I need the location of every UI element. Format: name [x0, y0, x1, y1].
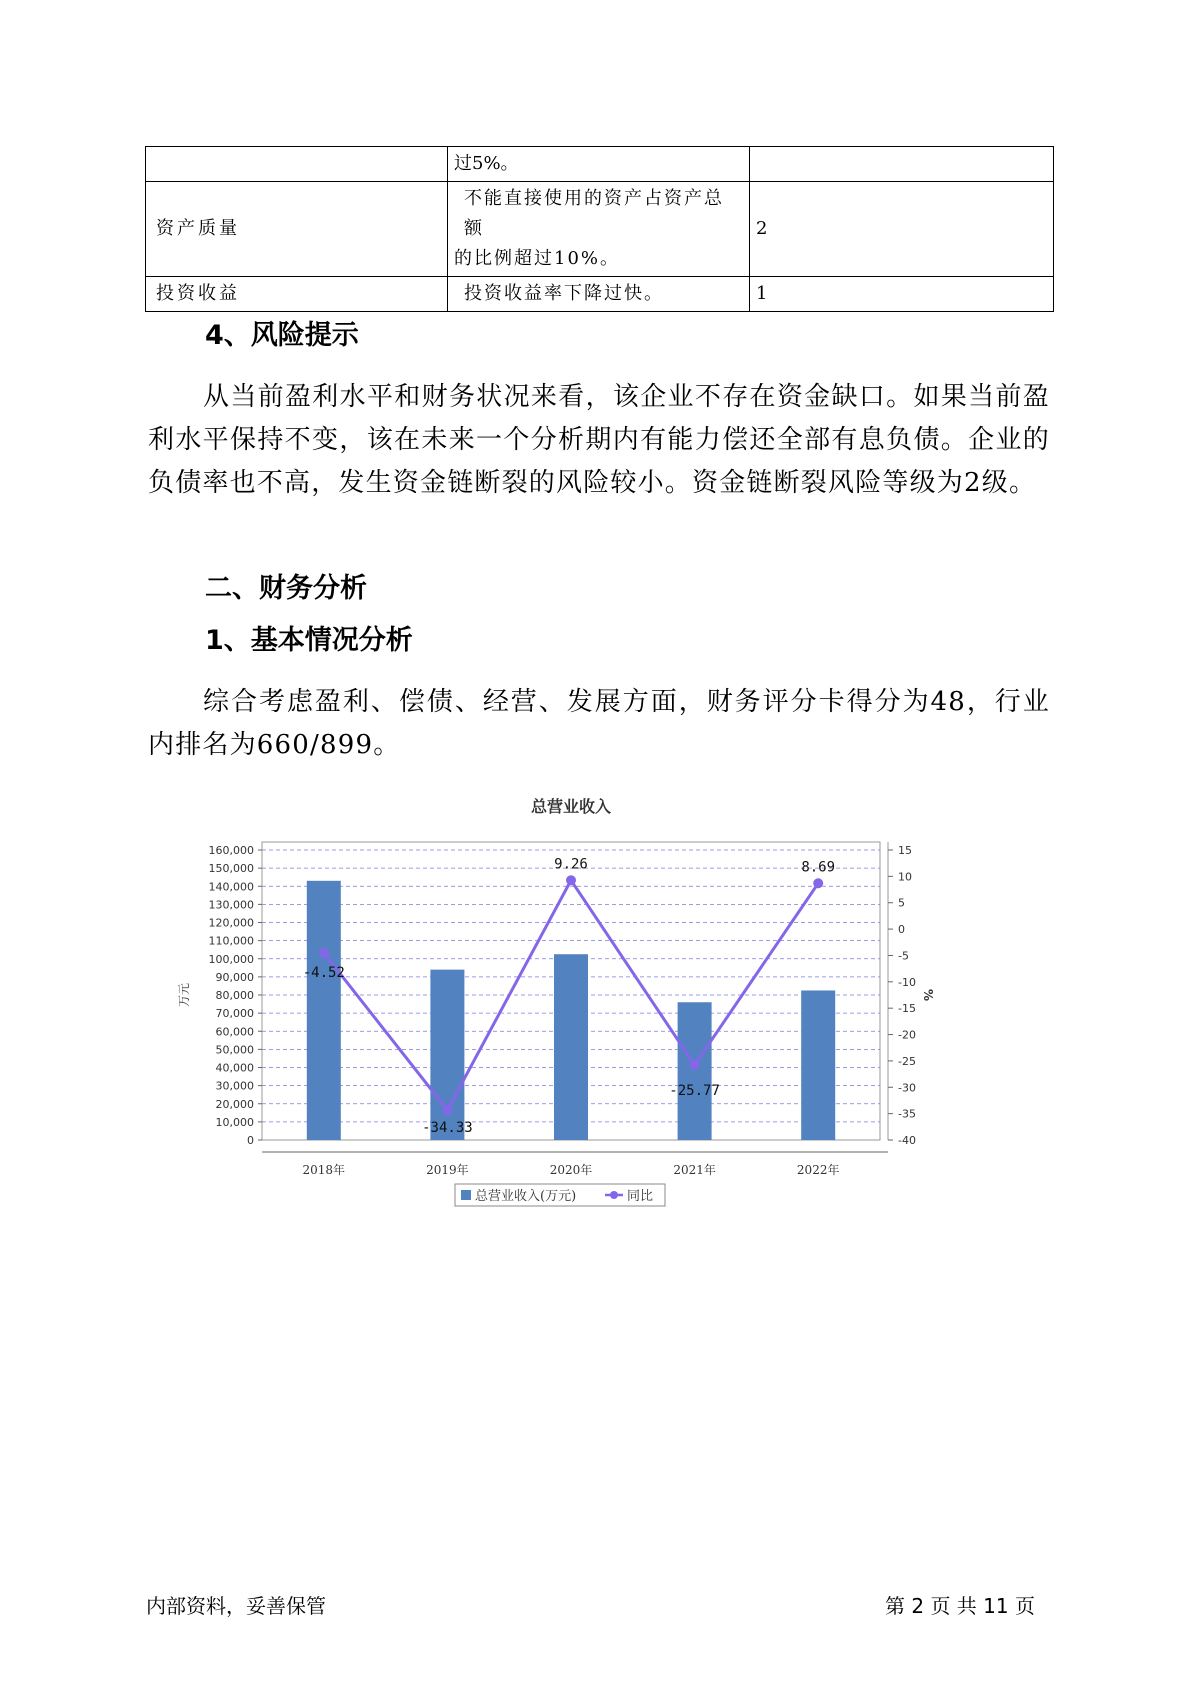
y-right-tick-label: -30 — [898, 1081, 916, 1095]
chart-title: 总营业收入 — [530, 797, 612, 816]
table-row — [146, 277, 1054, 312]
y-left-tick-label: 30,000 — [215, 1079, 254, 1093]
y-left-tick-label: 60,000 — [215, 1025, 254, 1039]
y-left-axis-title: 万元 — [177, 982, 191, 1008]
table-row — [146, 147, 1054, 182]
y-left-tick-label: 90,000 — [215, 970, 254, 984]
y-right-tick-label: -20 — [898, 1028, 916, 1042]
y-left-tick-label: 150,000 — [208, 862, 254, 876]
table-cell-level — [750, 147, 1054, 182]
revenue-bar — [801, 990, 835, 1140]
y-left-tick-label: 10,000 — [215, 1115, 254, 1129]
y-left-tick-label: 140,000 — [208, 880, 254, 894]
y-left-tick-label: 110,000 — [208, 934, 254, 948]
y-right-tick-label: -5 — [898, 949, 909, 963]
y-right-tick-label: 10 — [898, 870, 912, 884]
yoy-point — [442, 1105, 452, 1115]
y-left-tick-label: 20,000 — [215, 1097, 254, 1111]
yoy-data-label: 9.26 — [554, 856, 588, 873]
y-right-tick-label: -10 — [898, 975, 916, 989]
y-right-tick-label: -40 — [898, 1134, 916, 1147]
yoy-data-label: -25.77 — [669, 1082, 720, 1099]
y-left-tick-label: 160,000 — [208, 844, 254, 857]
table-cell-condition: 过5%。 — [448, 147, 750, 182]
table-cell-condition — [448, 182, 750, 277]
section-heading-financial: 二、财务分析 — [205, 573, 367, 604]
table-cell-level: 1 — [750, 277, 1054, 312]
x-tick-label: 2021年 — [673, 1163, 716, 1177]
revenue-bar — [307, 881, 341, 1140]
y-left-tick-label: 120,000 — [208, 916, 254, 930]
legend-label-yoy: 同比 — [627, 1189, 654, 1204]
yoy-point — [690, 1060, 700, 1070]
yoy-data-label: -34.33 — [422, 1120, 473, 1137]
y-right-axis-title: % — [921, 988, 935, 1002]
legend-label-revenue: 总营业收入(万元) — [475, 1189, 577, 1204]
legend-swatch-revenue — [461, 1190, 471, 1200]
yoy-point — [566, 875, 576, 885]
y-left-tick-label: 40,000 — [215, 1061, 254, 1075]
y-right-tick-label: 5 — [898, 896, 905, 910]
section-subheading-basic: 1、基本情况分析 — [205, 625, 413, 656]
footer-note: 内部资料，妥善保管 — [146, 1594, 326, 1618]
y-left-tick-label: 130,000 — [208, 898, 254, 912]
y-left-tick-label: 80,000 — [215, 989, 254, 1002]
legend-marker-yoy — [610, 1191, 618, 1199]
y-left-tick-label: 50,000 — [215, 1043, 254, 1057]
table-row — [146, 182, 1054, 277]
y-left-tick-label: 100,000 — [208, 952, 254, 966]
table-cell-indicator — [146, 147, 448, 182]
table-cell-level: 2 — [750, 182, 1054, 277]
yoy-point — [319, 948, 329, 958]
condition-line: 不能直接使用的资产占资产总额 — [464, 188, 724, 239]
x-tick-label: 2020年 — [549, 1163, 593, 1177]
yoy-point — [813, 878, 823, 888]
y-right-tick-label: 0 — [898, 923, 905, 937]
x-tick-label: 2018年 — [302, 1163, 346, 1177]
revenue-bar — [678, 1002, 712, 1140]
yoy-data-label: -4.52 — [302, 964, 345, 981]
table-cell-condition: 投资收益率下降过快。 — [448, 277, 750, 312]
y-right-tick-label: -15 — [898, 1002, 916, 1016]
revenue-chart — [170, 790, 1030, 1250]
risk-table — [145, 146, 1054, 312]
section-heading-risk: 4、风险提示 — [205, 320, 359, 351]
y-left-tick-label: 70,000 — [215, 1007, 254, 1021]
revenue-bar — [554, 954, 588, 1140]
x-tick-label: 2019年 — [426, 1163, 469, 1177]
y-left-tick-label: 0 — [247, 1134, 254, 1147]
y-right-tick-label: -25 — [898, 1054, 916, 1068]
yoy-data-label: 8.69 — [801, 859, 836, 876]
table-cell-indicator: 投资收益 — [146, 277, 448, 312]
condition-line: 的比例超过10%。 — [454, 248, 621, 269]
y-right-tick-label: 15 — [898, 844, 912, 857]
y-right-tick-label: -35 — [898, 1107, 916, 1121]
table-cell-indicator: 资产质量 — [146, 182, 448, 277]
x-tick-label: 2022年 — [796, 1163, 840, 1177]
page-number: 第 2 页 共 11 页 — [885, 1594, 1035, 1618]
risk-paragraph: 从当前盈利水平和财务状况来看，该企业不存在资金缺口。如果当前盈利水平保持不变，该在未来一个分析期内有能力偿还全部有息负债。企业的负债率也不高，发生资金链断裂的风险较小。资金链断裂风险等级为2级。 — [148, 382, 1050, 498]
basic-paragraph: 综合考虑盈利、偿债、经营、发展方面，财务评分卡得分为48，行业内排名为660/899。 — [148, 687, 1050, 760]
